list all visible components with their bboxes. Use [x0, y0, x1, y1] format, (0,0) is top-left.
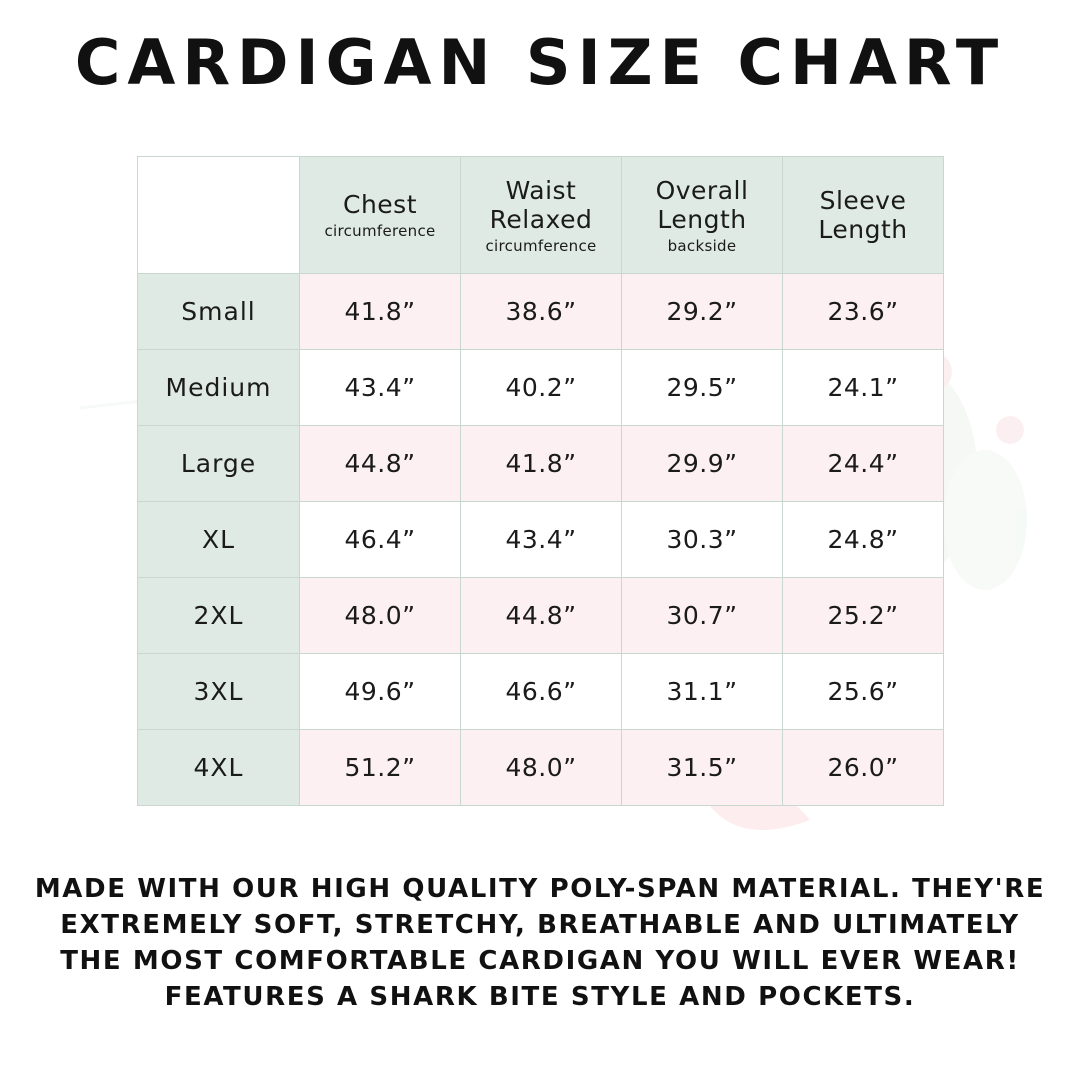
- row-size-label: Large: [138, 426, 300, 502]
- table-row: [138, 350, 944, 426]
- column-header-waist: [461, 157, 622, 274]
- table-row: [138, 502, 944, 578]
- table-row: [138, 578, 944, 654]
- cell-chest: 43.4”: [300, 350, 461, 426]
- description-line-4: FEATURES A SHARK BITE STYLE AND POCKETS.: [164, 981, 916, 1012]
- table-row: [138, 654, 944, 730]
- cell-chest: 46.4”: [300, 502, 461, 578]
- cell-chest: 48.0”: [300, 578, 461, 654]
- row-size-label: Small: [138, 274, 300, 350]
- column-header-chest: [300, 157, 461, 274]
- description-line-3: THE MOST COMFORTABLE CARDIGAN YOU WILL EVER WEAR!: [60, 945, 1020, 976]
- description-line-1: MADE WITH OUR HIGH QUALITY POLY-SPAN MATERIAL. THEY'RE: [34, 874, 1046, 904]
- cell-sleeve-length: 26.0”: [783, 730, 944, 806]
- column-header-waist-sublabel: circumference: [485, 236, 597, 255]
- cell-overall-length: 31.1”: [622, 654, 783, 730]
- cell-overall-length: 29.2”: [622, 274, 783, 350]
- row-size-label: 3XL: [138, 654, 300, 730]
- row-size-label: Medium: [138, 350, 300, 426]
- column-header-overall-length-sublabel: backside: [667, 236, 737, 255]
- cell-overall-length: 29.9”: [622, 426, 783, 502]
- cell-waist: 44.8”: [461, 578, 622, 654]
- description-line-2: EXTREMELY SOFT, STRETCHY, BREATHABLE AND ULTIMATELY: [60, 909, 1020, 940]
- table-row: [138, 426, 944, 502]
- table-row: [138, 730, 944, 806]
- cell-overall-length: 29.5”: [622, 350, 783, 426]
- cell-sleeve-length: 24.4”: [783, 426, 944, 502]
- table-header: [138, 157, 944, 274]
- cell-chest: 51.2”: [300, 730, 461, 806]
- cell-sleeve-length: 23.6”: [783, 274, 944, 350]
- cell-sleeve-length: 24.1”: [783, 350, 944, 426]
- column-header-waist-label: Waist Relaxed: [489, 175, 593, 234]
- cell-waist: 43.4”: [461, 502, 622, 578]
- size-chart-table: [137, 156, 944, 806]
- cell-sleeve-length: 25.2”: [783, 578, 944, 654]
- cell-chest: 44.8”: [300, 426, 461, 502]
- cell-overall-length: 30.3”: [622, 502, 783, 578]
- material-description: [0, 872, 1080, 1016]
- cell-chest: 49.6”: [300, 654, 461, 730]
- column-header-sleeve-length: [783, 157, 944, 274]
- column-header-overall-length: [622, 157, 783, 274]
- cell-waist: 46.6”: [461, 654, 622, 730]
- column-header-chest-sublabel: circumference: [324, 222, 436, 240]
- cell-waist: 41.8”: [461, 426, 622, 502]
- column-header-overall-length-label: Overall Length: [655, 175, 749, 234]
- cell-sleeve-length: 25.6”: [783, 654, 944, 730]
- cell-sleeve-length: 24.8”: [783, 502, 944, 578]
- cell-waist: 38.6”: [461, 274, 622, 350]
- header-row: [138, 157, 944, 274]
- table-corner-cell: [138, 157, 300, 274]
- table-body: [138, 274, 944, 806]
- row-size-label: 4XL: [138, 730, 300, 806]
- column-header-chest-label: Chest: [342, 190, 417, 219]
- cell-chest: 41.8”: [300, 274, 461, 350]
- cell-overall-length: 30.7”: [622, 578, 783, 654]
- cell-waist: 40.2”: [461, 350, 622, 426]
- table-row: [138, 274, 944, 350]
- page-title: CARDIGAN SIZE CHART: [74, 26, 1006, 99]
- row-size-label: XL: [138, 502, 300, 578]
- column-header-sleeve-length-label: Sleeve Length: [818, 186, 908, 244]
- cell-overall-length: 31.5”: [622, 730, 783, 806]
- cell-waist: 48.0”: [461, 730, 622, 806]
- row-size-label: 2XL: [138, 578, 300, 654]
